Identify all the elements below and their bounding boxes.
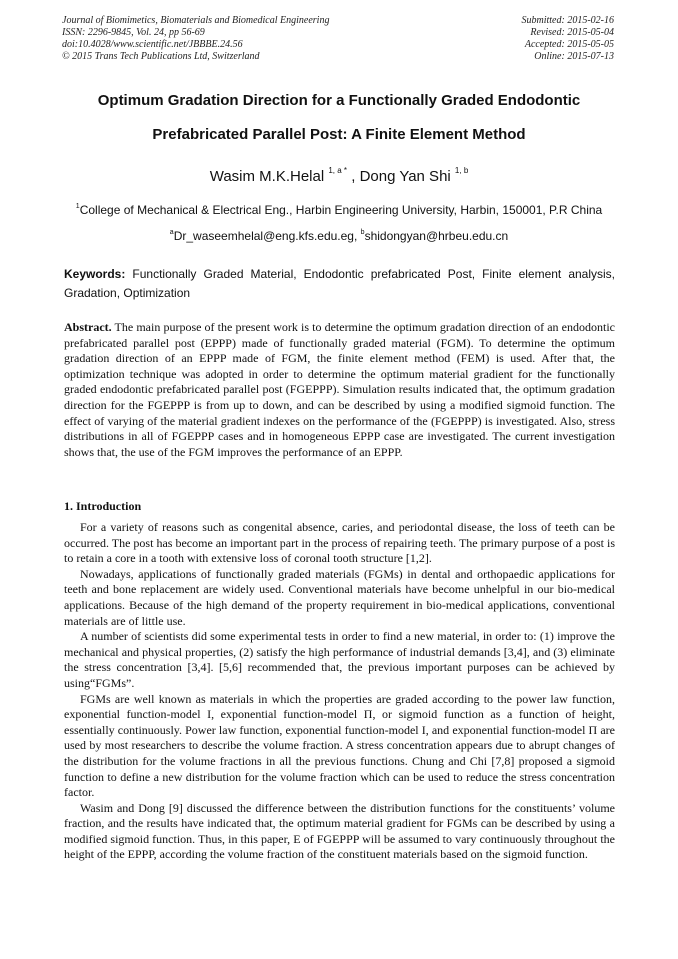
keywords-text: Functionally Graded Material, Endodontic prefabricated Post, Finite element analysis, Gradation, Optimization — [64, 267, 615, 300]
journal-doi: doi:10.4028/www.scientific.net/JBBBE.24.56 — [62, 39, 243, 50]
journal-issn: ISSN: 2296-9845, Vol. 24, pp 56-69 — [62, 27, 205, 38]
paragraph: Nowadays, applications of functionally graded materials (FGMs) in dental and orthopaedic applications for teeth and bone replacement are widely used. Conventional materials have become unhelpful in our bio-medical applications. Because of the high demand of the property requirement in bio-medical applications, conventional materials are of little use. — [64, 566, 615, 628]
body-text — [64, 520, 615, 863]
affiliation-marker: 1 — [75, 203, 80, 210]
author-list — [40, 166, 638, 185]
publication-dates — [522, 15, 615, 63]
abstract-label: Abstract. — [64, 320, 112, 334]
online-date: Online: 2015-07-13 — [534, 51, 614, 62]
section-heading: 1. Introduction — [64, 499, 142, 513]
author-name: Dong Yan Shi — [359, 168, 451, 185]
abstract-text: The main purpose of the present work is to determine the optimum gradation direction of an endodontic prefabricated parallel post (EPPP) made of functionally graded material (FGM). To determine the optimum gradation direction of an EPPP made of FGM, the finite element method (FEM) is used. After that, the optimization technique was adopted in order to determine the optimum material gradient for the functionally graded endodontic prefabricated parallel post (FGEPPP). Simulation results indicated that, the optimum gradation direction for the FGEPPP is from up to down, and can be described by using a modified sigmoid function. The effect of varying of the material gradient indexes on the performance of the (FGEPPP) is investigated. Also, stress distributions in all of FGEPPP cases and in homogeneous EPPP case are investigated. The current investigation shows that, the use of the FGM improves the performance of an EPPP. — [64, 320, 615, 459]
author-emails — [40, 229, 638, 243]
journal-info — [62, 15, 329, 63]
abstract — [64, 320, 615, 460]
paper-title-line-1: Optimum Gradation Direction for a Functionally Graded Endodontic — [97, 92, 581, 109]
affiliation-text: College of Mechanical & Electrical Eng., Harbin Engineering University, Harbin, 150001, P.R China — [79, 203, 603, 217]
email-link[interactable]: shidongyan@hrbeu.edu.cn — [364, 229, 509, 243]
journal-name: Journal of Biomimetics, Biomaterials and Biomedical Engineering — [62, 15, 330, 26]
affiliation — [40, 203, 638, 217]
keywords — [64, 265, 615, 303]
keywords-label: Keywords: — [64, 267, 126, 281]
paragraph: For a variety of reasons such as congenital absence, caries, and periodontal disease, the loss of teeth can be occurred. The post has become an important part in the process of repairing teeth. The primary purpose of a post is to retain a core in a tooth with extensive loss of coronal tooth structure [1,2]. — [64, 520, 615, 566]
submitted-date: Submitted: 2015-02-16 — [521, 15, 614, 26]
paragraph: Wasim and Dong [9] discussed the difference between the distribution functions for the constituents’ volume fraction, and the results have indicated that, the optimum material gradient for FGMs can be described by using a modified sigmoid function. Thus, in this paper, E of FGEPPP will be assumed to vary continuously throughout the height of the EPPP, according the volume fraction of the constituent materials based on the sigmoid function. — [64, 800, 615, 862]
journal-copyright: © 2015 Trans Tech Publications Ltd, Switzerland — [62, 51, 260, 62]
author-affiliation-marker: 1, a * — [328, 166, 348, 175]
author-affiliation-marker: 1, b — [454, 166, 469, 175]
accepted-date: Accepted: 2015-05-05 — [524, 39, 614, 50]
email-marker: a — [169, 229, 174, 236]
email-link[interactable]: Dr_waseemhelal@eng.kfs.edu.eg, — [173, 229, 361, 243]
author-name: Wasim M.K.Helal — [209, 168, 325, 185]
email-marker: b — [360, 229, 365, 236]
author-separator: , — [347, 168, 360, 185]
paragraph: FGMs are well known as materials in which the properties are graded according to the power law function, exponential function-model I, exponential function-model Π, or sigmoid function as a function of height, essentially continuously. Power law function, exponential function-model I, and exponential function-model Π are used by most researchers to describe the volume fraction. A stress concentration appears due to abrupt changes of the distribution for the volume fractions in all the previous functions. Chung and Chi [7,8] proposed a sigmoid function to define a new distribution for the volume fraction which can be used to reduce the stress concentration factor. — [64, 691, 615, 800]
paragraph: A number of scientists did some experimental tests in order to find a new material, in order to: (1) improve the mechanical and physical properties, (2) satisfy the high performance of industrial demands [3,4], and (3) eliminate the stress concentration [3,4]. [5,6] recommended that, the previous important purposes can be achieved by using“FGMs”. — [64, 629, 615, 690]
paper-title-line-2: Prefabricated Parallel Post: A Finite Element Method — [152, 126, 526, 143]
revised-date: Revised: 2015-05-04 — [530, 27, 614, 38]
